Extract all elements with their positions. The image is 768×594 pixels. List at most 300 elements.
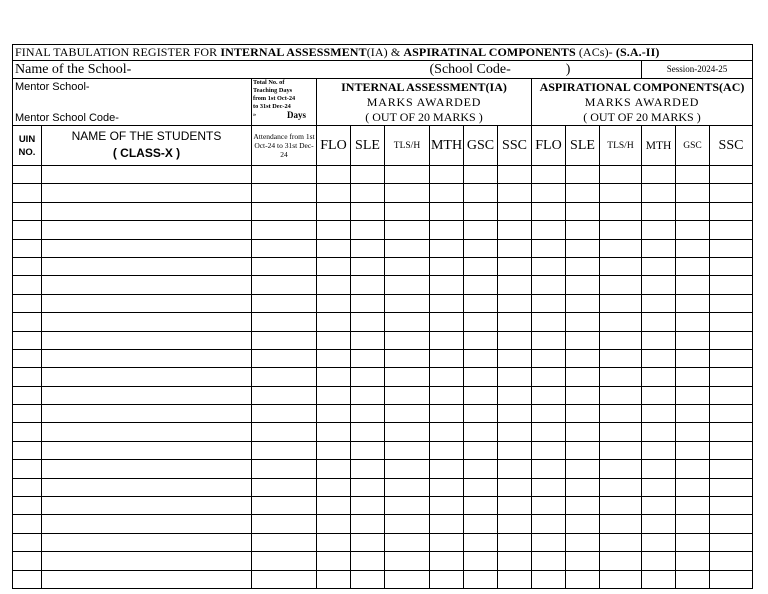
empty-cell: [532, 368, 566, 386]
empty-cell: [600, 552, 642, 570]
empty-cell: [676, 276, 710, 294]
register-title: FINAL TABULATION REGISTER FOR INTERNAL ASSESSMENT(IA) & ASPIRATINAL COMPONENTS (ACs)- (S.A.-II): [13, 45, 753, 61]
empty-cell: [351, 533, 385, 551]
ac-subject-sle: SLE: [566, 126, 600, 166]
empty-cell: [464, 405, 498, 423]
empty-cell: [464, 552, 498, 570]
empty-cell: [710, 478, 753, 496]
empty-cell: [252, 386, 317, 404]
empty-cell: [532, 552, 566, 570]
empty-cell: [566, 313, 600, 331]
tabulation-register: [12, 44, 753, 589]
empty-cell: [676, 257, 710, 275]
table-row: [13, 313, 753, 331]
empty-cell: [600, 257, 642, 275]
empty-cell: [13, 331, 42, 349]
empty-cell: [710, 349, 753, 367]
empty-cell: [385, 478, 430, 496]
empty-cell: [600, 533, 642, 551]
empty-cell: [566, 184, 600, 202]
empty-cell: [642, 294, 676, 312]
empty-cell: [532, 478, 566, 496]
empty-cell: [317, 478, 351, 496]
empty-cell: [385, 276, 430, 294]
empty-cell: [351, 441, 385, 459]
empty-cell: [498, 552, 532, 570]
table-row: [13, 460, 753, 478]
empty-cell: [252, 552, 317, 570]
empty-cell: [317, 276, 351, 294]
empty-cell: [676, 478, 710, 496]
empty-cell: [351, 221, 385, 239]
empty-cell: [464, 386, 498, 404]
empty-cell: [710, 497, 753, 515]
table-row: [13, 239, 753, 257]
empty-cell: [532, 349, 566, 367]
empty-cell: [498, 184, 532, 202]
empty-cell: [13, 184, 42, 202]
empty-cell: [385, 441, 430, 459]
empty-cell: [252, 166, 317, 184]
empty-cell: [642, 423, 676, 441]
empty-cell: [42, 552, 252, 570]
empty-cell: [642, 331, 676, 349]
empty-cell: [351, 405, 385, 423]
empty-cell: [642, 405, 676, 423]
table-row: [13, 276, 753, 294]
empty-cell: [642, 221, 676, 239]
empty-cell: [642, 202, 676, 220]
empty-cell: [710, 221, 753, 239]
table-row: [13, 202, 753, 220]
empty-cell: [642, 349, 676, 367]
empty-cell: [532, 423, 566, 441]
empty-cell: [464, 515, 498, 533]
empty-cell: [252, 478, 317, 496]
empty-cell: [42, 166, 252, 184]
empty-cell: [710, 184, 753, 202]
empty-cell: [532, 166, 566, 184]
empty-cell: [710, 552, 753, 570]
empty-cell: [317, 184, 351, 202]
empty-cell: [710, 166, 753, 184]
empty-cell: [600, 202, 642, 220]
empty-cell: [351, 184, 385, 202]
empty-cell: [498, 276, 532, 294]
empty-cell: [600, 221, 642, 239]
empty-cell: [252, 257, 317, 275]
empty-cell: [710, 533, 753, 551]
empty-cell: [317, 515, 351, 533]
empty-cell: [42, 405, 252, 423]
empty-cell: [430, 202, 464, 220]
empty-cell: [600, 276, 642, 294]
empty-cell: [13, 294, 42, 312]
empty-cell: [464, 497, 498, 515]
empty-cell: [498, 497, 532, 515]
empty-cell: [566, 386, 600, 404]
ia-group-header: INTERNAL ASSESSMENT(IA) MARKS AWARDED ( OUT OF 20 MARKS ): [317, 79, 532, 126]
empty-cell: [317, 331, 351, 349]
empty-cell: [464, 570, 498, 588]
empty-cell: [464, 313, 498, 331]
empty-cell: [464, 460, 498, 478]
empty-cell: [676, 460, 710, 478]
empty-cell: [532, 276, 566, 294]
empty-cell: [252, 276, 317, 294]
empty-cell: [430, 386, 464, 404]
empty-cell: [642, 533, 676, 551]
empty-cell: [351, 313, 385, 331]
ac-subject-gsc: GSC: [676, 126, 710, 166]
empty-cell: [464, 478, 498, 496]
empty-cell: [710, 405, 753, 423]
empty-cell: [566, 166, 600, 184]
empty-cell: [676, 331, 710, 349]
empty-cell: [566, 460, 600, 478]
ac-subject-ssc: SSC: [710, 126, 753, 166]
empty-cell: [252, 294, 317, 312]
empty-cell: [252, 184, 317, 202]
empty-cell: [351, 331, 385, 349]
empty-cell: [252, 460, 317, 478]
empty-cell: [351, 460, 385, 478]
empty-cell: [498, 221, 532, 239]
teaching-days-label: Total No. of Teaching Days from 1st Oct-24 to 31st Dec-24 » Days: [252, 79, 317, 126]
empty-cell: [566, 533, 600, 551]
empty-cell: [42, 276, 252, 294]
mentor-school-block: [13, 79, 252, 126]
empty-cell: [532, 405, 566, 423]
empty-cell: [430, 405, 464, 423]
empty-cell: [600, 405, 642, 423]
empty-cell: [385, 533, 430, 551]
empty-cell: [464, 239, 498, 257]
empty-cell: [642, 239, 676, 257]
empty-cell: [13, 533, 42, 551]
empty-cell: [13, 423, 42, 441]
empty-cell: [710, 313, 753, 331]
empty-cell: [317, 368, 351, 386]
empty-cell: [532, 386, 566, 404]
empty-cell: [710, 202, 753, 220]
empty-cell: [42, 368, 252, 386]
empty-cell: [42, 221, 252, 239]
empty-cell: [430, 570, 464, 588]
empty-cell: [600, 331, 642, 349]
mentor-school-label: Mentor School-: [15, 81, 90, 93]
empty-cell: [498, 423, 532, 441]
empty-cell: [676, 313, 710, 331]
empty-cell: [385, 331, 430, 349]
empty-cell: [351, 349, 385, 367]
empty-cell: [317, 239, 351, 257]
empty-cell: [351, 552, 385, 570]
empty-cell: [676, 515, 710, 533]
empty-cell: [252, 239, 317, 257]
table-row: [13, 405, 753, 423]
empty-cell: [532, 515, 566, 533]
empty-cell: [351, 202, 385, 220]
empty-cell: [710, 257, 753, 275]
empty-cell: [42, 257, 252, 275]
empty-cell: [676, 533, 710, 551]
empty-cell: [317, 423, 351, 441]
empty-cell: [385, 497, 430, 515]
empty-cell: [430, 552, 464, 570]
empty-cell: [676, 552, 710, 570]
empty-cell: [710, 239, 753, 257]
empty-cell: [385, 349, 430, 367]
empty-cell: [252, 221, 317, 239]
empty-cell: [676, 349, 710, 367]
empty-cell: [532, 239, 566, 257]
ac-subject-flo: FLO: [532, 126, 566, 166]
table-row: [13, 221, 753, 239]
empty-cell: [351, 423, 385, 441]
empty-cell: [385, 221, 430, 239]
empty-cell: [252, 515, 317, 533]
ia-subject-mth: MTH: [430, 126, 464, 166]
empty-cell: [642, 460, 676, 478]
empty-cell: [642, 552, 676, 570]
table-row: [13, 349, 753, 367]
empty-cell: [430, 294, 464, 312]
empty-cell: [42, 313, 252, 331]
empty-cell: [385, 257, 430, 275]
empty-cell: [13, 478, 42, 496]
table-row: [13, 294, 753, 312]
empty-cell: [642, 368, 676, 386]
empty-cell: [600, 441, 642, 459]
empty-cell: [317, 257, 351, 275]
empty-cell: [42, 497, 252, 515]
empty-cell: [351, 515, 385, 533]
empty-cell: [42, 441, 252, 459]
empty-cell: [13, 368, 42, 386]
empty-cell: [498, 257, 532, 275]
empty-cell: [464, 202, 498, 220]
empty-cell: [351, 294, 385, 312]
empty-cell: [430, 313, 464, 331]
empty-cell: [676, 184, 710, 202]
empty-cell: [566, 257, 600, 275]
empty-cell: [42, 184, 252, 202]
empty-cell: [710, 515, 753, 533]
empty-cell: [351, 239, 385, 257]
empty-cell: [13, 552, 42, 570]
empty-cell: [351, 386, 385, 404]
empty-cell: [498, 202, 532, 220]
table-row: [13, 386, 753, 404]
empty-cell: [13, 570, 42, 588]
empty-cell: [351, 497, 385, 515]
empty-cell: [430, 497, 464, 515]
empty-cell: [566, 515, 600, 533]
empty-cell: [498, 386, 532, 404]
empty-cell: [464, 441, 498, 459]
empty-cell: [42, 423, 252, 441]
empty-cell: [252, 441, 317, 459]
empty-cell: [600, 386, 642, 404]
empty-cell: [600, 497, 642, 515]
empty-cell: [252, 313, 317, 331]
empty-cell: [498, 405, 532, 423]
table-row: [13, 552, 753, 570]
empty-cell: [710, 276, 753, 294]
empty-cell: [498, 313, 532, 331]
empty-cell: [464, 294, 498, 312]
empty-cell: [430, 276, 464, 294]
empty-cell: [600, 349, 642, 367]
empty-cell: [385, 515, 430, 533]
empty-cell: [464, 533, 498, 551]
empty-cell: [13, 166, 42, 184]
empty-cell: [676, 294, 710, 312]
empty-cell: [317, 552, 351, 570]
empty-cell: [317, 166, 351, 184]
empty-cell: [566, 202, 600, 220]
empty-cell: [642, 497, 676, 515]
empty-cell: [351, 368, 385, 386]
empty-cell: [317, 441, 351, 459]
empty-cell: [252, 423, 317, 441]
ia-subject-flo: FLO: [317, 126, 351, 166]
empty-cell: [385, 460, 430, 478]
empty-cell: [385, 239, 430, 257]
empty-cell: [42, 533, 252, 551]
empty-cell: [317, 313, 351, 331]
empty-cell: [252, 405, 317, 423]
empty-cell: [600, 239, 642, 257]
empty-cell: [498, 570, 532, 588]
empty-cell: [252, 331, 317, 349]
empty-cell: [676, 441, 710, 459]
empty-cell: [532, 294, 566, 312]
empty-cell: [252, 202, 317, 220]
empty-cell: [676, 202, 710, 220]
empty-cell: [498, 441, 532, 459]
empty-cell: [42, 478, 252, 496]
empty-cell: [317, 202, 351, 220]
uin-header: UIN NO.: [13, 126, 42, 166]
empty-cell: [13, 497, 42, 515]
empty-cell: [464, 166, 498, 184]
ac-subject-tls: TLS/H: [600, 126, 642, 166]
empty-cell: [430, 460, 464, 478]
ia-subject-sle: SLE: [351, 126, 385, 166]
empty-cell: [498, 368, 532, 386]
empty-cell: [13, 202, 42, 220]
empty-cell: [13, 349, 42, 367]
table-row: [13, 478, 753, 496]
empty-cell: [42, 460, 252, 478]
empty-cell: [498, 349, 532, 367]
empty-cell: [600, 166, 642, 184]
empty-cell: [676, 423, 710, 441]
empty-cell: [385, 405, 430, 423]
mentor-school-code-label: Mentor School Code-: [15, 112, 119, 124]
empty-cell: [317, 570, 351, 588]
empty-cell: [566, 478, 600, 496]
table-row: [13, 497, 753, 515]
empty-cell: [464, 257, 498, 275]
empty-cell: [498, 478, 532, 496]
empty-cell: [385, 166, 430, 184]
empty-cell: [385, 313, 430, 331]
empty-cell: [532, 257, 566, 275]
table-row: [13, 331, 753, 349]
empty-cell: [252, 349, 317, 367]
empty-cell: [430, 239, 464, 257]
table-row: [13, 166, 753, 184]
empty-cell: [566, 331, 600, 349]
empty-cell: [385, 202, 430, 220]
empty-cell: [351, 478, 385, 496]
empty-cell: [566, 239, 600, 257]
school-code-label: (School Code- ): [430, 61, 642, 79]
empty-cell: [351, 166, 385, 184]
empty-cell: [642, 478, 676, 496]
empty-cell: [676, 386, 710, 404]
empty-cell: [498, 166, 532, 184]
table-row: [13, 570, 753, 588]
empty-cell: [42, 349, 252, 367]
empty-cell: [676, 221, 710, 239]
empty-cell: [642, 570, 676, 588]
empty-cell: [13, 441, 42, 459]
empty-cell: [464, 221, 498, 239]
empty-cell: [430, 515, 464, 533]
empty-cell: [317, 497, 351, 515]
empty-cell: [566, 405, 600, 423]
empty-cell: [532, 184, 566, 202]
empty-cell: [676, 166, 710, 184]
attendance-header: Attendance from 1st Oct-24 to 31st Dec-24: [252, 126, 317, 166]
empty-cell: [13, 257, 42, 275]
empty-cell: [710, 294, 753, 312]
empty-cell: [317, 386, 351, 404]
empty-cell: [13, 276, 42, 294]
empty-cell: [385, 552, 430, 570]
empty-cell: [642, 257, 676, 275]
empty-cell: [566, 441, 600, 459]
empty-cell: [42, 202, 252, 220]
empty-cell: [42, 294, 252, 312]
empty-cell: [642, 276, 676, 294]
empty-cell: [600, 515, 642, 533]
empty-cell: [13, 405, 42, 423]
empty-cell: [566, 349, 600, 367]
empty-cell: [600, 570, 642, 588]
table-row: [13, 423, 753, 441]
empty-cell: [13, 239, 42, 257]
empty-cell: [317, 460, 351, 478]
empty-cell: [430, 184, 464, 202]
empty-cell: [13, 460, 42, 478]
empty-cell: [430, 423, 464, 441]
empty-cell: [710, 331, 753, 349]
empty-cell: [252, 570, 317, 588]
empty-cell: [385, 368, 430, 386]
empty-cell: [42, 331, 252, 349]
empty-cell: [498, 239, 532, 257]
empty-cell: [642, 441, 676, 459]
empty-cell: [710, 460, 753, 478]
table-row: [13, 368, 753, 386]
empty-cell: [676, 497, 710, 515]
register-table: [12, 44, 753, 589]
